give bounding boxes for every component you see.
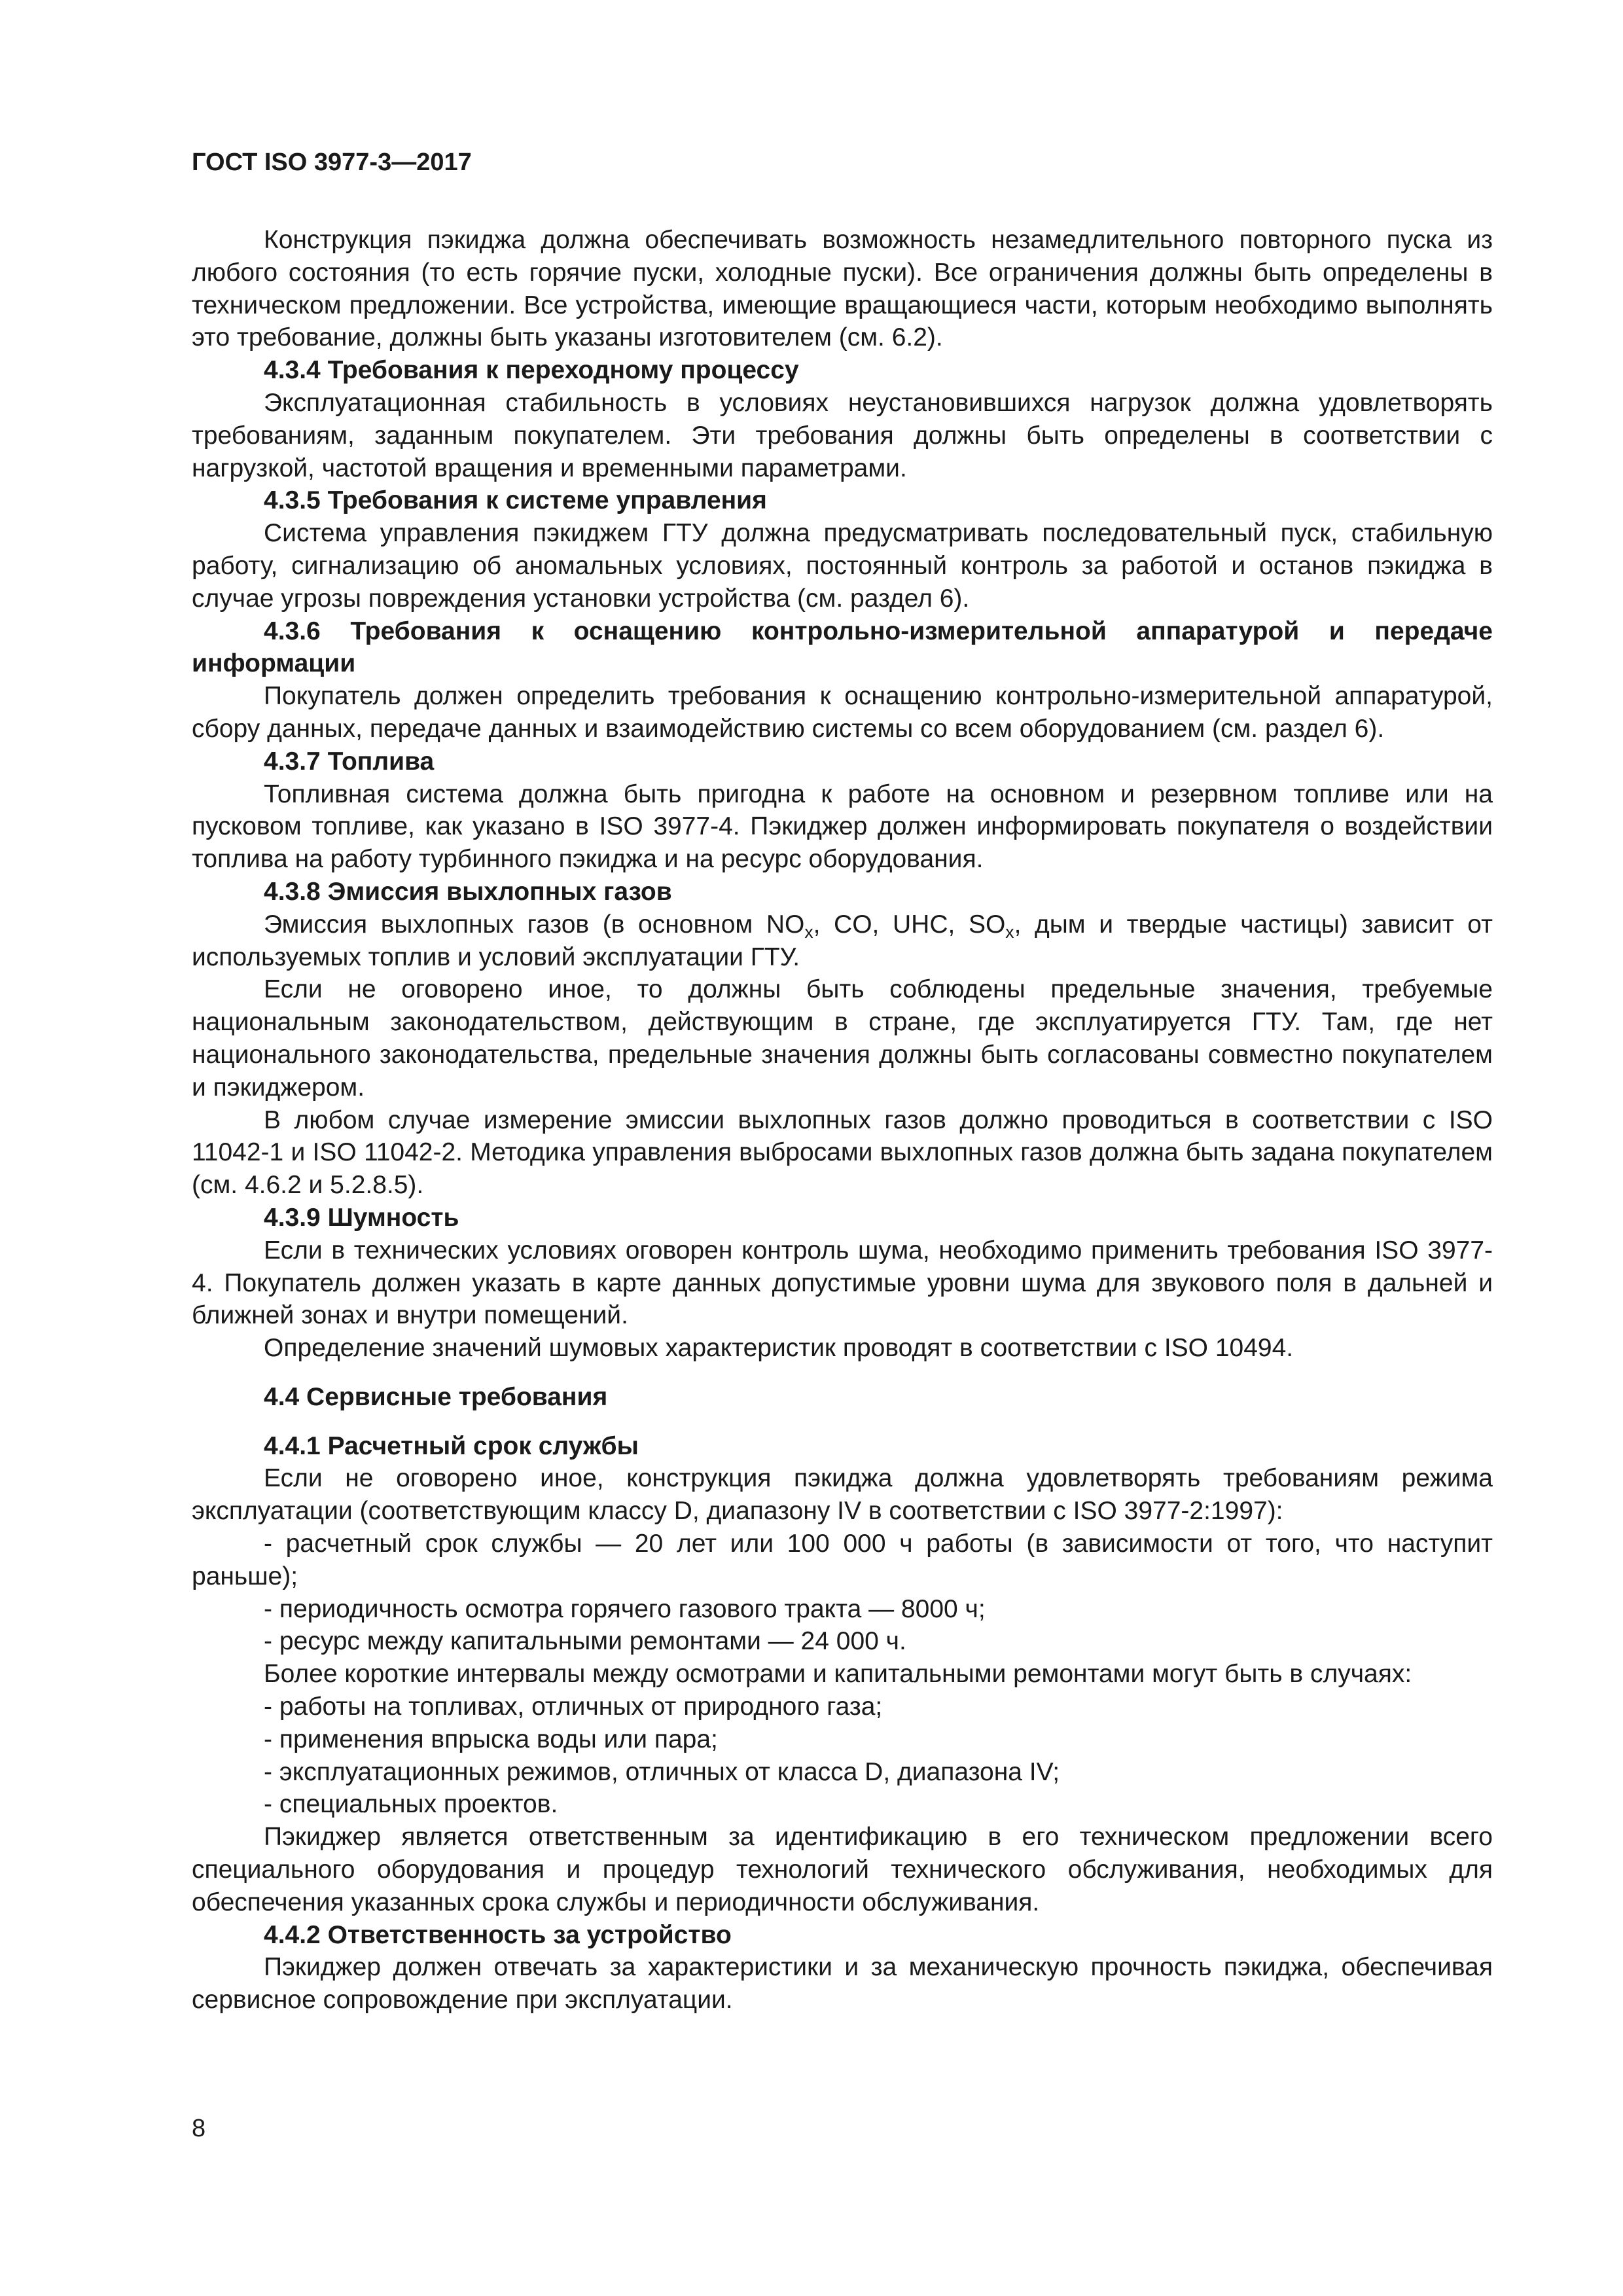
section-heading-4-3-4: 4.3.4 Требования к переходному процессу bbox=[264, 356, 799, 385]
paragraph: Более короткие интервалы между осмотрами и капитальными ремонтами могут быть в случаях: bbox=[264, 1660, 1412, 1689]
paragraph: Покупатель должен определить требования к оснащению контрольно-измерительной аппаратурой, сбору данных, передаче данных и взаимодействию системы со всем оборудованием (см. раздел 6). bbox=[192, 682, 1493, 743]
paragraph: Топливная система должна быть пригодна к работе на основном и резервном топливе или на пусковом топливе, как указано в ISO 3977-4. Пэкиджер должен информировать покупателя о воздействии топлива на работу турбинного пэкиджа и на ресурс оборудования. bbox=[192, 780, 1493, 874]
emissions-text-part: Эмиссия выхлопных газов (в основном NO bbox=[264, 910, 805, 939]
list-item: - работы на топливах, отличных от природного газа; bbox=[264, 1693, 883, 1721]
paragraph: Пэкиджер является ответственным за идентификацию в его техническом предложении всего специального оборудования и процедур технологий технического обслуживания, необходимых для обеспечения указанных срока службы и периодичности обслуживания. bbox=[192, 1823, 1493, 1916]
paragraph: Определение значений шумовых характеристик проводят в соответствии с ISO 10494. bbox=[264, 1334, 1294, 1363]
standard-code-header: ГОСТ ISO 3977-3—2017 bbox=[192, 149, 472, 176]
list-item: - расчетный срок службы — 20 лет или 100 000 ч работы (в зависимости от того, что наступит раньше); bbox=[192, 1530, 1493, 1590]
list-item: - ресурс между капитальными ремонтами — 24 000 ч. bbox=[264, 1627, 906, 1656]
section-heading-4-3-5: 4.3.5 Требования к системе управления bbox=[264, 486, 767, 515]
section-heading-4-3-9: 4.3.9 Шумность bbox=[264, 1203, 459, 1232]
paragraph: Если не оговорено иное, конструкция пэкиджа должна удовлетворять требованиям режима эксплуатации (соответствующим классу D, диапазону IV в соответствии с ISO 3977-2:1997): bbox=[192, 1464, 1493, 1526]
section-heading-4-3-7: 4.3.7 Топлива bbox=[264, 747, 435, 776]
section-heading-4-4-2: 4.4.2 Ответственность за устройство bbox=[264, 1920, 732, 1949]
paragraph: Конструкция пэкиджа должна обеспечивать возможность незамедлительного повторного пуска из любого состояния (то есть горячие пуски, холодные пуски). Все ограничения должны быть определены в техническом предложении. Все устройства, имеющие вращающиеся части, которым необходимо выполнять это требование, должны быть указаны изготовителем (см. 6.2). bbox=[192, 226, 1493, 352]
section-heading-4-3-6: 4.3.6 Требования к оснащению контрольно-измерительной аппаратурой и передаче информации bbox=[192, 617, 1493, 678]
paragraph: В любом случае измерение эмиссии выхлопных газов должно проводиться в соответствии с ISO 11042-1 и ISO 11042-2. Методика управления выбросами выхлопных газов должна быть задана покупателем (см. 4.6.2 и 5.2.8.5). bbox=[192, 1105, 1493, 1200]
paragraph: Пэкиджер должен отвечать за характеристики и за механическую прочность пэкиджа, обеспечивая сервисное сопровождение при эксплуатации. bbox=[192, 1953, 1493, 2015]
list-item: - специальных проектов. bbox=[264, 1790, 558, 1819]
page-number: 8 bbox=[192, 2115, 206, 2142]
subscript-x: x bbox=[1005, 922, 1014, 942]
subscript-x: x bbox=[804, 922, 813, 942]
list-item: - эксплуатационных режимов, отличных от класса D, диапазона IV; bbox=[264, 1757, 1060, 1786]
list-item: - применения впрыска воды или пара; bbox=[264, 1725, 718, 1753]
paragraph: Если в технических условиях оговорен контроль шума, необходимо применить требования ISO 3977-4. Покупатель должен указать в карте данных допустимые уровни шума для звукового поля в дальней и ближней зонах и внутри помещений. bbox=[192, 1236, 1493, 1330]
paragraph: Если не оговорено иное, то должны быть соблюдены предельные значения, требуемые национальным законодательством, действующим в стране, где эксплуатируется ГТУ. Там, где нет национального законодательства, предельные значения должны быть согласованы совместно покупателем и пэкиджером. bbox=[192, 975, 1493, 1102]
section-heading-4-3-8: 4.3.8 Эмиссия выхлопных газов bbox=[264, 877, 672, 906]
emissions-text-part: , дым и твердые частицы) зависит от используемых топлив и условий эксплуатации ГТУ. bbox=[192, 910, 1493, 971]
paragraph: Эксплуатационная стабильность в условиях неустановившихся нагрузок должна удовлетворять требованиям, заданным покупателем. Эти требования должны быть определены в соответствии с нагрузкой, частотой вращения и временными параметрами. bbox=[192, 388, 1493, 482]
list-item: - периодичность осмотра горячего газового тракта — 8000 ч; bbox=[264, 1594, 986, 1623]
section-heading-4-4-1: 4.4.1 Расчетный срок службы bbox=[264, 1431, 639, 1460]
document-body bbox=[192, 224, 1493, 2017]
section-heading-4-4: 4.4 Сервисные требования bbox=[264, 1382, 608, 1411]
paragraph-emissions bbox=[192, 908, 1493, 974]
emissions-text-part: , CO, UHC, SO bbox=[813, 910, 1006, 939]
paragraph: Система управления пэкиджем ГТУ должна предусматривать последовательный пуск, стабильную работу, сигнализацию об аномальных условиях, постоянный контроль за работой и останов пэкиджа в случае угрозы повреждения установки устройства (см. раздел 6). bbox=[192, 519, 1493, 613]
